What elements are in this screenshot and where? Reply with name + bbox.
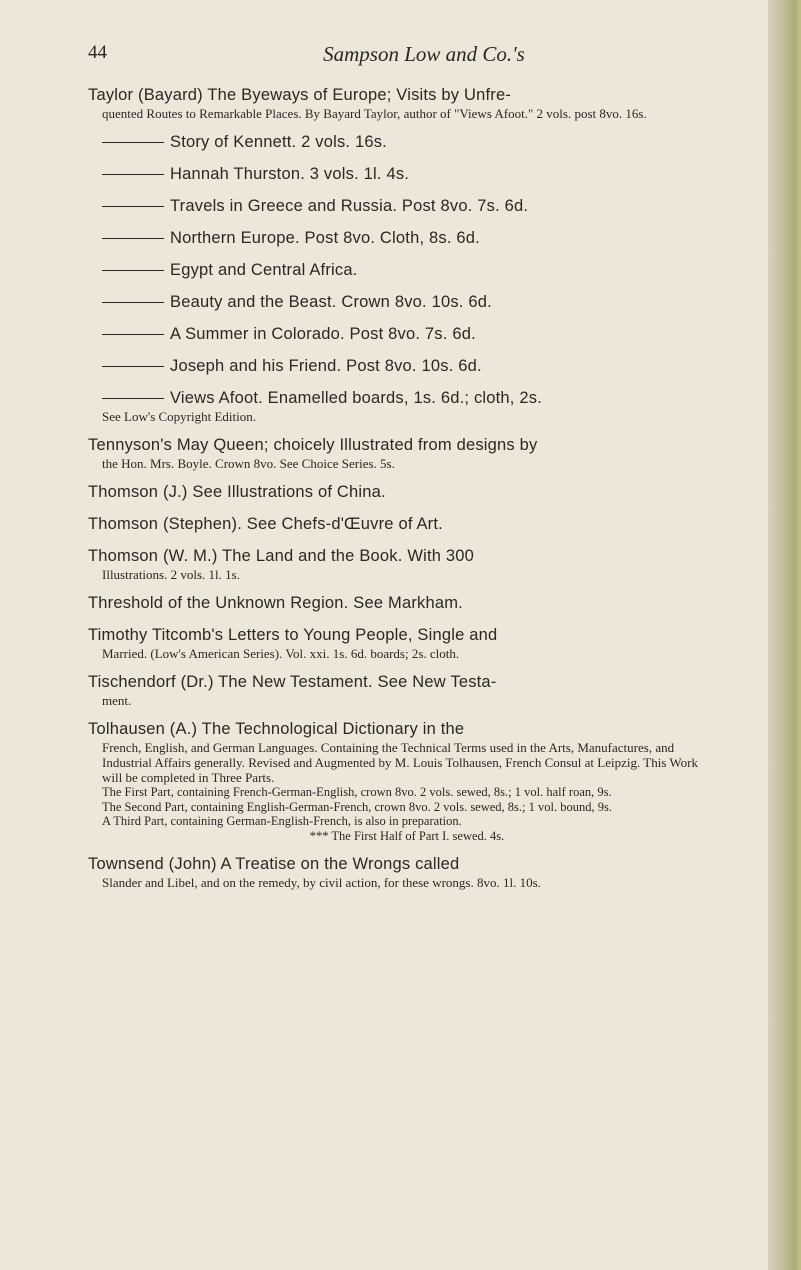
catalogue-entry — [88, 481, 712, 503]
entry-heading: Townsend (John) A Treatise on the Wrongs called — [88, 855, 460, 873]
entry-title: Northern Europe. Post 8vo. Cloth, 8s. 6d. — [170, 229, 480, 247]
catalogue-entry — [88, 291, 712, 313]
catalogue-entry — [88, 387, 712, 424]
catalogue-entry — [88, 195, 712, 217]
entry-heading: Thomson (Stephen). See Chefs-d'Œuvre of Art. — [88, 515, 443, 533]
entry-title: Story of Kennett. 2 vols. 16s. — [170, 133, 387, 151]
catalogue-entry — [88, 545, 712, 582]
entry-title: Travels in Greece and Russia. Post 8vo. 7s. 6d. — [170, 197, 529, 215]
ditto-dash — [102, 334, 164, 335]
catalogue-entry — [88, 434, 712, 471]
ditto-dash — [102, 302, 164, 303]
catalogue-entry — [88, 131, 712, 153]
entry-title: A Summer in Colorado. Post 8vo. 7s. 6d. — [170, 325, 476, 343]
catalogue-entry — [88, 592, 712, 614]
entry-details: French, English, and German Languages. Containing the Technical Terms used in the Arts, Manufactures, and Industrial Affairs generally. Revised and Augmented by M. Louis Tolhausen, French Consul at Leipzig. This Work will be completed in Three Parts. — [102, 740, 698, 785]
entry-title: Views Afoot. Enamelled boards, 1s. 6d.; cloth, 2s. — [170, 389, 542, 407]
catalogue-entry — [88, 624, 712, 661]
catalogue-entry — [88, 227, 712, 249]
entry-details: Illustrations. 2 vols. 1l. 1s. — [102, 567, 240, 582]
running-head: Sampson Low and Co.'s — [323, 42, 525, 66]
catalogue-entry — [88, 259, 712, 281]
entry-title: Joseph and his Friend. Post 8vo. 10s. 6d. — [170, 357, 482, 375]
page-header — [0, 42, 768, 72]
catalogue-entry — [88, 718, 712, 843]
entry-details: Married. (Low's American Series). Vol. xxi. 1s. 6d. boards; 2s. cloth. — [102, 646, 460, 661]
entry-title: Egypt and Central Africa. — [170, 261, 358, 279]
book-spine-edge — [768, 0, 801, 1270]
catalogue-entry — [88, 513, 712, 535]
entry-heading: Tischendorf (Dr.) The New Testament. See New Testa- — [88, 673, 497, 691]
catalogue-entry — [88, 323, 712, 345]
entry-details: quented Routes to Remarkable Places. By Bayard Taylor, author of "Views Afoot." 2 vols. post 8vo. 16s. — [102, 106, 647, 121]
entry-details: the Hon. Mrs. Boyle. Crown 8vo. See Choice Series. 5s. — [102, 456, 395, 471]
page-number: 44 — [88, 42, 107, 63]
entry-part-note: A Third Part, containing German-English-French, is also in preparation. — [102, 814, 462, 828]
catalogue-entry — [88, 84, 712, 121]
entry-title: Hannah Thurston. 3 vols. 1l. 4s. — [170, 165, 410, 183]
entry-part-note: The First Part, containing French-German-English, crown 8vo. 2 vols. sewed, 8s.; 1 vol. half roan, 9s. — [102, 785, 612, 799]
ditto-dash — [102, 270, 164, 271]
entry-heading: Thomson (J.) See Illustrations of China. — [88, 483, 386, 501]
entry-details: ment. — [102, 693, 132, 708]
entry-details: Slander and Libel, and on the remedy, by civil action, for these wrongs. 8vo. 1l. 10s. — [102, 875, 541, 890]
entry-heading: Thomson (W. M.) The Land and the Book. With 300 — [88, 547, 475, 565]
entry-footnote: *** The First Half of Part I. sewed. 4s. — [309, 828, 505, 843]
ditto-dash — [102, 366, 164, 367]
ditto-dash — [102, 174, 164, 175]
catalogue-entry — [88, 163, 712, 185]
entry-heading: Timothy Titcomb's Letters to Young People, Single and — [88, 626, 498, 644]
ditto-dash — [102, 398, 164, 399]
ditto-dash — [102, 206, 164, 207]
catalogue-entry — [88, 355, 712, 377]
entry-heading: Taylor (Bayard) The Byeways of Europe; Visits by Unfre- — [88, 86, 512, 104]
entry-heading: Tennyson's May Queen; choicely Illustrated from designs by — [88, 436, 538, 454]
entry-heading: Threshold of the Unknown Region. See Markham. — [88, 594, 463, 612]
catalogue-entry — [88, 853, 712, 890]
ditto-dash — [102, 142, 164, 143]
catalogue-entry — [88, 671, 712, 708]
entry-part-note: The Second Part, containing English-German-French, crown 8vo. 2 vols. sewed, 8s.; 1 vol. bound, 9s. — [102, 799, 612, 814]
catalogue-list — [88, 84, 712, 900]
entry-heading: Tolhausen (A.) The Technological Dictionary in the — [88, 720, 465, 738]
ditto-dash — [102, 238, 164, 239]
entry-details: See Low's Copyright Edition. — [102, 409, 257, 424]
entry-title: Beauty and the Beast. Crown 8vo. 10s. 6d. — [170, 293, 492, 311]
